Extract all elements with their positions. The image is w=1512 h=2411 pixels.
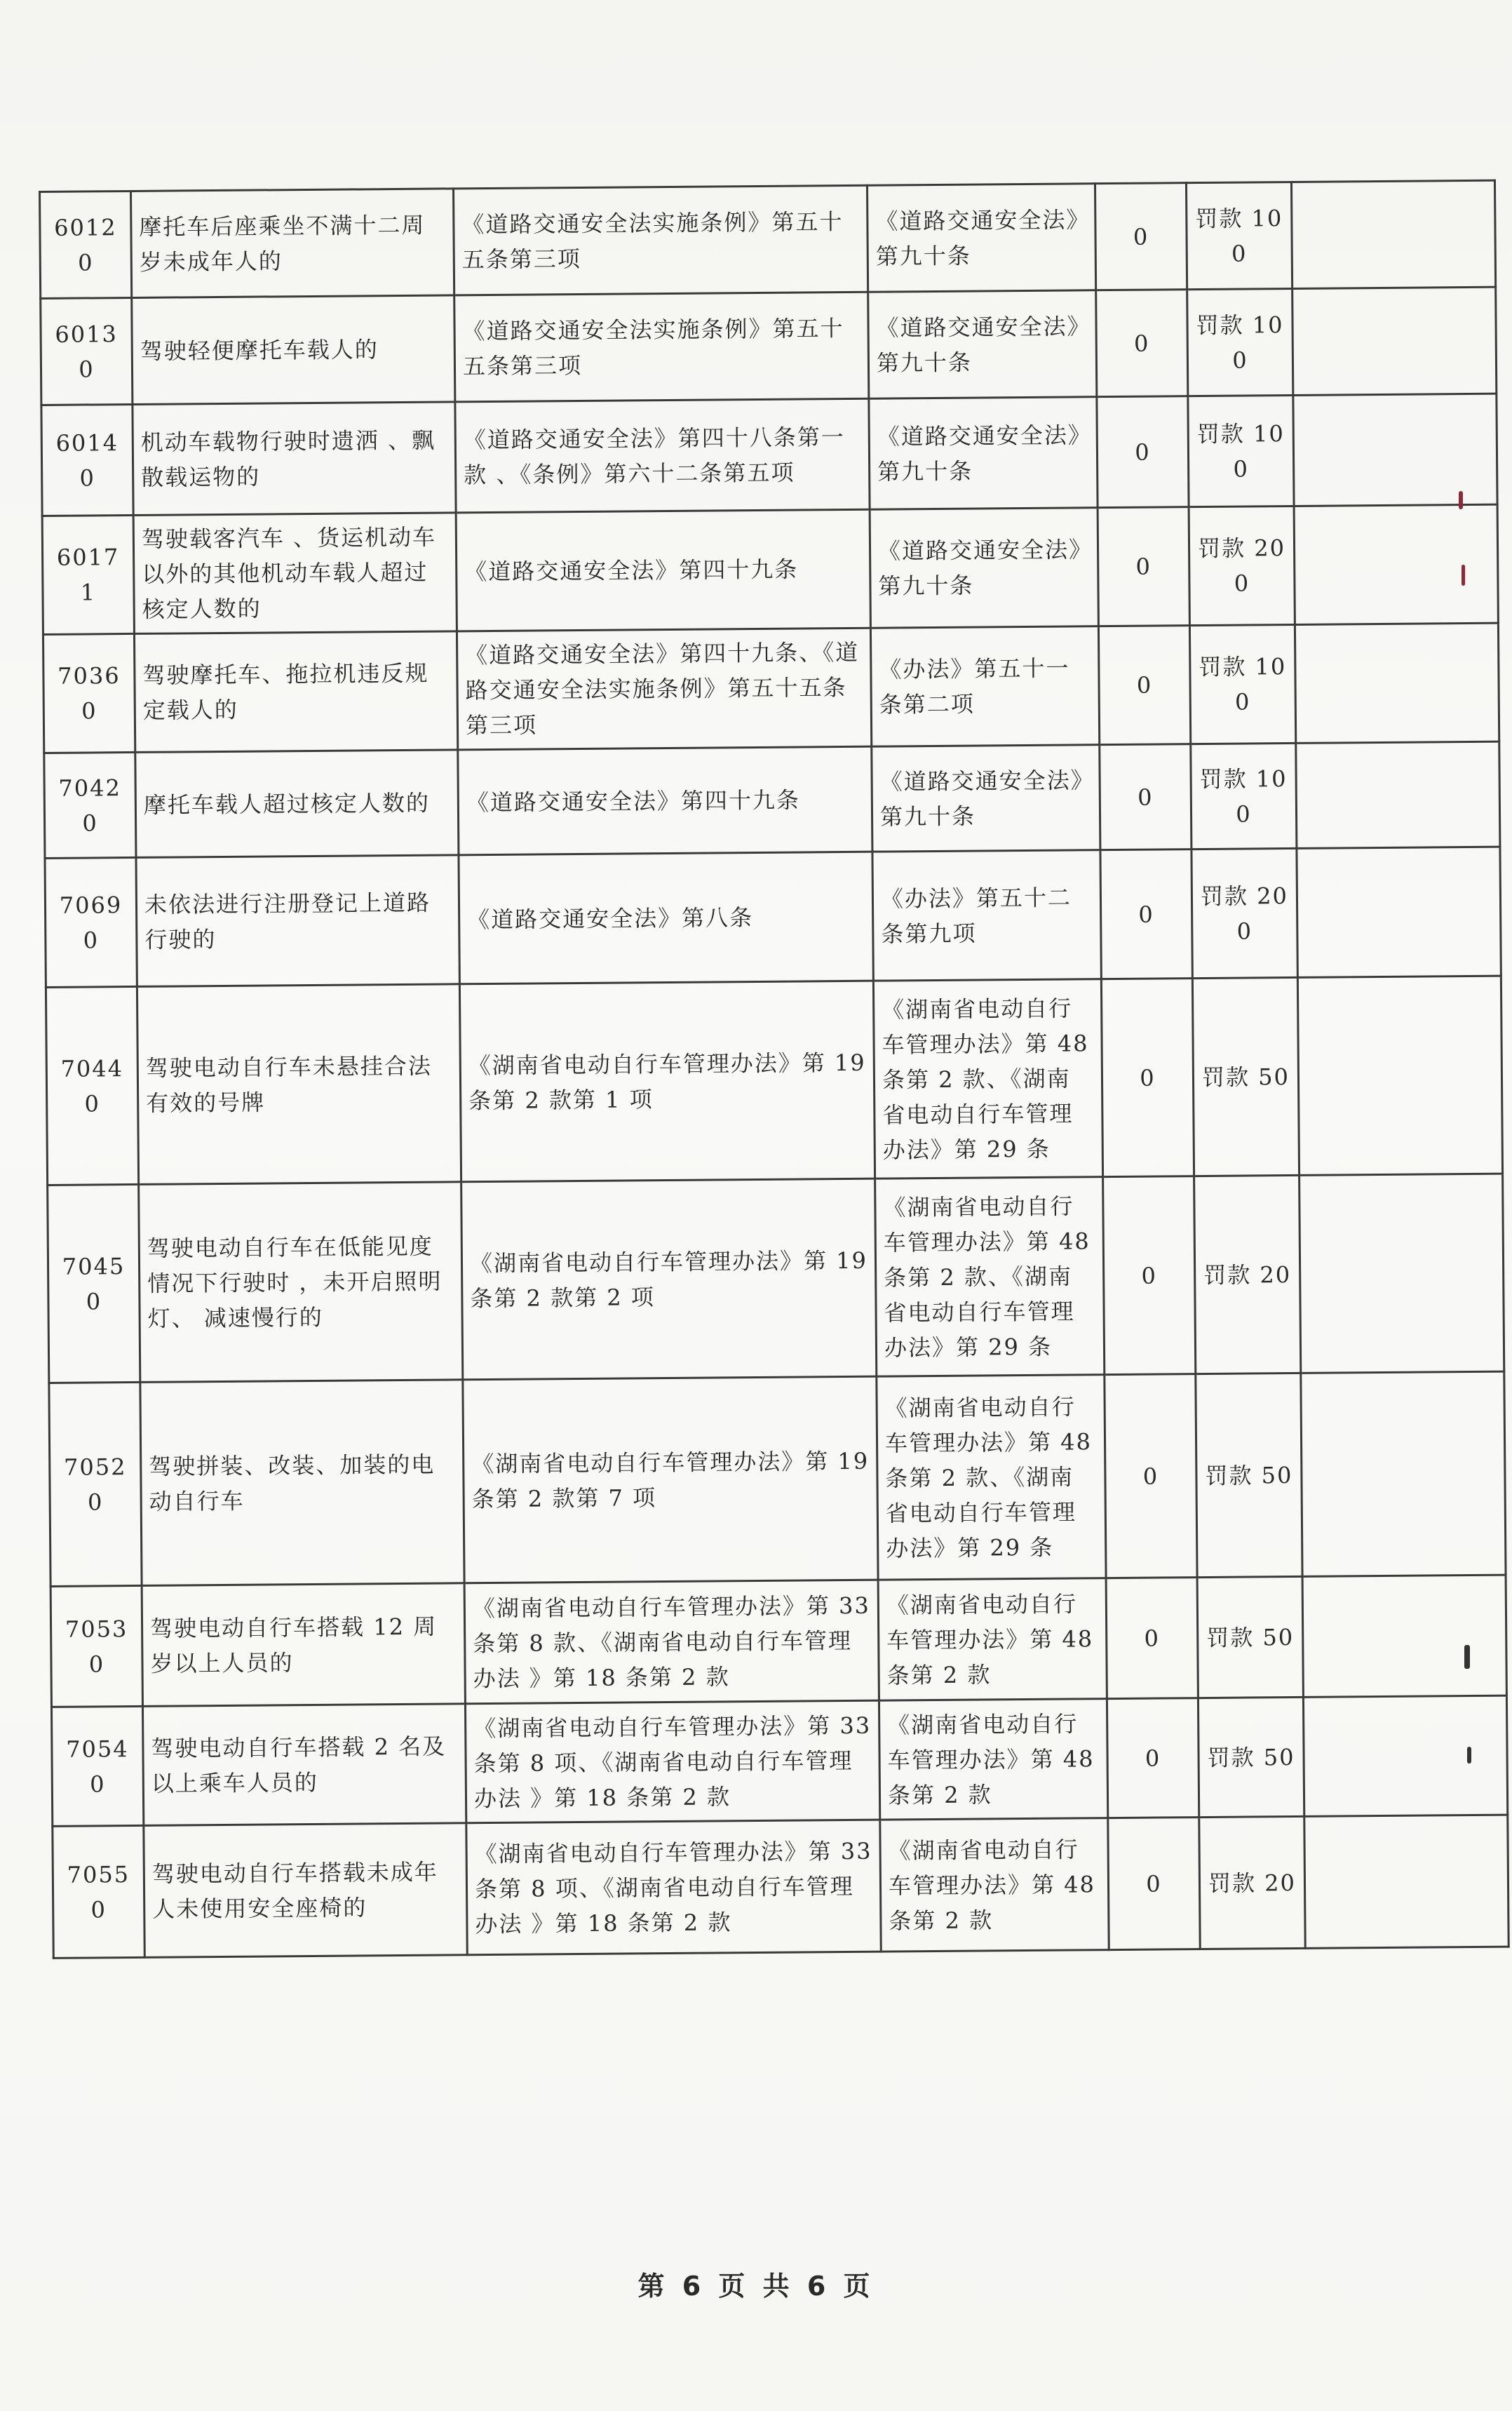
row-points: 0 <box>1107 1698 1199 1818</box>
row-violated-law: 《湖南省电动自行车管理办法》第 33 条第 8 项、《湖南省电动自行车管理办法 》第 18 条第 2 款 <box>466 1820 881 1955</box>
row-code: 60171 <box>42 515 134 634</box>
row-code: 70530 <box>50 1585 142 1707</box>
row-penalty-basis: 《道路交通安全法》第九十条 <box>872 745 1100 852</box>
row-penalty: 罚款 100 <box>1188 395 1294 506</box>
ink-mark <box>1462 565 1465 586</box>
row-violated-law: 《道路交通安全法》第四十九条 <box>456 509 870 631</box>
row-penalty: 罚款 200 <box>1192 848 1297 978</box>
table-row <box>41 287 1497 405</box>
row-code: 70520 <box>49 1382 142 1586</box>
row-penalty-basis: 《湖南省电动自行车管理办法》第 48 条第 2 款、《湖南省电动自行车管理办法》第 29 条 <box>875 1177 1105 1377</box>
table-row <box>46 976 1502 1185</box>
row-penalty: 罚款 200 <box>1189 506 1295 625</box>
row-behavior: 驾驶电动自行车搭载 2 名及以上乘车人员的 <box>142 1704 466 1826</box>
row-violated-law: 《湖南省电动自行车管理办法》第 33 条第 8 款、《湖南省电动自行车管理办法 》第 18 条第 2 款 <box>464 1580 879 1704</box>
table-row <box>49 1371 1506 1586</box>
row-points: 0 <box>1108 1818 1200 1950</box>
row-behavior: 驾驶摩托车、拖拉机违反规定载人的 <box>134 631 457 753</box>
ink-mark <box>1464 1645 1470 1669</box>
ink-mark <box>1459 491 1463 509</box>
page-number: 第 6 页 共 6 页 <box>637 2271 875 2302</box>
row-points: 0 <box>1097 396 1189 508</box>
table-row <box>53 1815 1508 1958</box>
table-row <box>44 741 1500 858</box>
row-violated-law: 《道路交通安全法实施条例》第五十五条第三项 <box>454 292 869 402</box>
row-penalty: 罚款 100 <box>1186 182 1292 289</box>
row-penalty-basis: 《办法》第五十二条第九项 <box>872 850 1101 981</box>
row-behavior: 摩托车后座乘坐不满十二周岁未成年人的 <box>131 189 454 298</box>
violation-table <box>39 180 1510 1959</box>
row-penalty: 罚款 50 <box>1197 1576 1303 1698</box>
row-penalty-basis: 《办法》第五十一条第二项 <box>870 626 1099 747</box>
row-penalty-basis: 《道路交通安全法》第九十条 <box>869 397 1098 510</box>
row-remark <box>1304 1815 1508 1948</box>
row-code: 60140 <box>41 404 133 516</box>
row-remark <box>1295 623 1499 743</box>
row-remark <box>1297 847 1501 977</box>
row-remark <box>1300 1174 1504 1373</box>
row-penalty-basis: 《湖南省电动自行车管理办法》第 48 条第 2 款、《湖南省电动自行车管理办法》第 29 条 <box>873 979 1102 1179</box>
row-points: 0 <box>1100 849 1192 979</box>
row-penalty: 罚款 20 <box>1194 1175 1301 1374</box>
row-behavior: 驾驶拼装、改装、加装的电动自行车 <box>140 1380 464 1586</box>
row-remark <box>1292 287 1497 395</box>
table-row <box>40 180 1496 298</box>
row-remark <box>1301 1371 1506 1576</box>
row-penalty-basis: 《湖南省电动自行车管理办法》第 48 条第 2 款 <box>879 1699 1107 1820</box>
row-points: 0 <box>1095 183 1187 290</box>
row-points: 0 <box>1101 979 1194 1177</box>
table-row <box>51 1695 1507 1826</box>
row-violated-law: 《道路交通安全法》第八条 <box>459 852 873 984</box>
row-behavior: 驾驶电动自行车搭载 12 周岁以上人员的 <box>142 1583 465 1707</box>
row-penalty: 罚款 100 <box>1191 743 1297 849</box>
row-points: 0 <box>1098 507 1189 626</box>
row-points: 0 <box>1096 290 1188 397</box>
row-behavior: 驾驶电动自行车搭载未成年人未使用安全座椅的 <box>144 1823 467 1958</box>
row-code: 60130 <box>41 297 133 405</box>
row-violated-law: 《湖南省电动自行车管理办法》第 19 条第 2 款第 2 项 <box>461 1178 877 1380</box>
row-penalty: 罚款 50 <box>1198 1697 1304 1817</box>
row-remark <box>1293 394 1497 506</box>
row-penalty: 罚款 100 <box>1189 624 1295 744</box>
row-behavior: 驾驶轻便摩托车载人的 <box>132 295 455 405</box>
row-code: 70550 <box>53 1825 144 1958</box>
row-violated-law: 《湖南省电动自行车管理办法》第 19 条第 2 款第 1 项 <box>459 981 875 1182</box>
row-behavior: 未依法进行注册登记上道路行驶的 <box>136 855 459 987</box>
row-behavior: 机动车载物行驶时遗洒 、飘散载运物的 <box>133 402 456 516</box>
row-violated-law: 《道路交通安全法》第四十九条 <box>458 746 872 855</box>
table-row <box>50 1575 1506 1707</box>
row-penalty: 罚款 100 <box>1187 288 1293 396</box>
row-code: 70690 <box>45 857 137 987</box>
row-remark <box>1302 1575 1506 1697</box>
table-row <box>42 504 1498 634</box>
row-code: 70540 <box>51 1706 143 1826</box>
row-behavior: 驾驶电动自行车在低能见度情况下行驶时 ，未开启照明灯、 减速慢行的 <box>139 1182 463 1383</box>
row-code: 70420 <box>44 752 136 858</box>
ink-mark <box>1467 1747 1471 1764</box>
row-penalty-basis: 《道路交通安全法》第九十条 <box>870 508 1098 629</box>
row-penalty-basis: 《道路交通安全法》第九十条 <box>868 290 1097 399</box>
row-penalty: 罚款 20 <box>1199 1816 1305 1949</box>
row-behavior: 驾驶载客汽车 、货运机动车以外的其他机动车载人超过核定人数的 <box>133 513 457 634</box>
row-remark <box>1291 180 1495 288</box>
row-violated-law: 《湖南省电动自行车管理办法》第 33 条第 8 项、《湖南省电动自行车管理办法 》第 18 条第 2 款 <box>465 1700 879 1823</box>
row-penalty-basis: 《湖南省电动自行车管理办法》第 48 条第 2 款、《湖南省电动自行车管理办法》第 29 条 <box>877 1375 1106 1580</box>
row-behavior: 摩托车载人超过核定人数的 <box>135 750 459 858</box>
row-code: 70360 <box>43 633 135 753</box>
row-violated-law: 《道路交通安全法》第四十九条、《道路交通安全法实施条例》第五十五条第三项 <box>457 628 871 750</box>
row-code: 70440 <box>46 986 138 1185</box>
row-points: 0 <box>1103 1176 1196 1375</box>
row-penalty-basis: 《湖南省电动自行车管理办法》第 48 条第 2 款 <box>880 1818 1109 1952</box>
table-row <box>48 1174 1504 1383</box>
row-code: 70450 <box>48 1184 140 1383</box>
table-row <box>41 394 1497 516</box>
row-violated-law: 《道路交通安全法》第四十八条第一款 、《条例》第六十二条第五项 <box>455 398 870 513</box>
row-violated-law: 《道路交通安全法实施条例》第五十五条第三项 <box>453 185 868 295</box>
row-penalty-basis: 《湖南省电动自行车管理办法》第 48 条第 2 款 <box>878 1578 1107 1701</box>
row-points: 0 <box>1105 1374 1197 1578</box>
row-behavior: 驾驶电动自行车未悬挂合法有效的号牌 <box>137 984 461 1185</box>
row-code: 60120 <box>40 191 132 298</box>
row-penalty-basis: 《道路交通安全法》第九十条 <box>867 184 1095 293</box>
row-remark <box>1294 504 1498 624</box>
table-row <box>45 847 1501 987</box>
row-penalty: 罚款 50 <box>1196 1373 1302 1577</box>
row-points: 0 <box>1106 1578 1198 1699</box>
row-penalty: 罚款 50 <box>1192 977 1299 1176</box>
table-row <box>43 623 1499 753</box>
row-remark <box>1303 1695 1507 1816</box>
violation-table-body <box>40 180 1509 1958</box>
row-points: 0 <box>1098 626 1190 745</box>
row-points: 0 <box>1100 744 1192 850</box>
row-violated-law: 《湖南省电动自行车管理办法》第 19 条第 2 款第 7 项 <box>463 1376 878 1583</box>
row-remark <box>1297 976 1502 1175</box>
row-remark <box>1296 741 1500 848</box>
